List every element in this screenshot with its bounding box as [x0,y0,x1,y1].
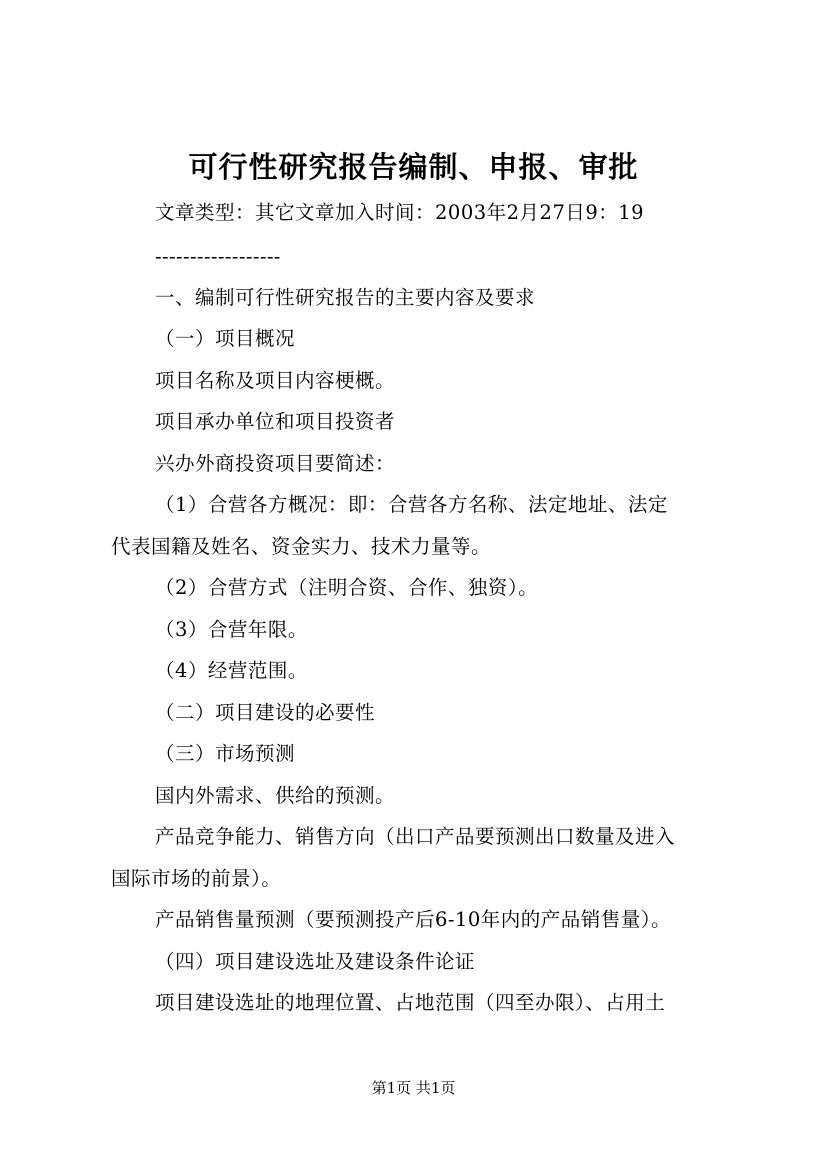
article-meta: 文章类型：其它文章加入时间：2003年2月27日9：19 [155,201,645,224]
document-title: 可行性研究报告编制、申报、审批 [188,150,639,184]
page-footer: 第1页 共1页 [371,1079,456,1097]
separator-line: ------------------ [155,245,281,268]
subsection-heading: （一）项目概况 [155,327,296,350]
paragraph-line: 产品竞争能力、销售方向（出口产品要预测出口数量及进入 [155,825,676,848]
paragraph-line: 产品销售量预测（要预测投产后6-10年内的产品销售量）。 [155,908,672,931]
paragraph-line: （4）经营范围。 [155,659,308,682]
subsection-heading: （四）项目建设选址及建设条件论证 [155,950,476,973]
paragraph-line: 代表国籍及姓名、资金实力、技术力量等。 [111,535,492,558]
paragraph-line: 项目建设选址的地理位置、占地范围（四至办限）、占用土 [155,991,666,1014]
paragraph-line: 兴办外商投资项目要简述： [155,452,396,475]
paragraph-line: （3）合营年限。 [155,618,308,641]
subsection-heading: （二）项目建设的必要性 [155,701,376,724]
paragraph-line: 国内外需求、供给的预测。 [155,784,396,807]
paragraph-line: （1）合营各方概况：即：合营各方名称、法定地址、法定 [155,493,668,516]
subsection-heading: （三）市场预测 [155,742,296,765]
paragraph-line: （2）合营方式（注明合资、合作、独资）。 [155,576,539,599]
paragraph-line: 项目承办单位和项目投资者 [155,410,396,433]
section-heading: 一、编制可行性研究报告的主要内容及要求 [155,286,536,309]
paragraph-line: 项目名称及项目内容梗概。 [155,369,396,392]
paragraph-line: 国际市场的前景）。 [111,867,282,890]
